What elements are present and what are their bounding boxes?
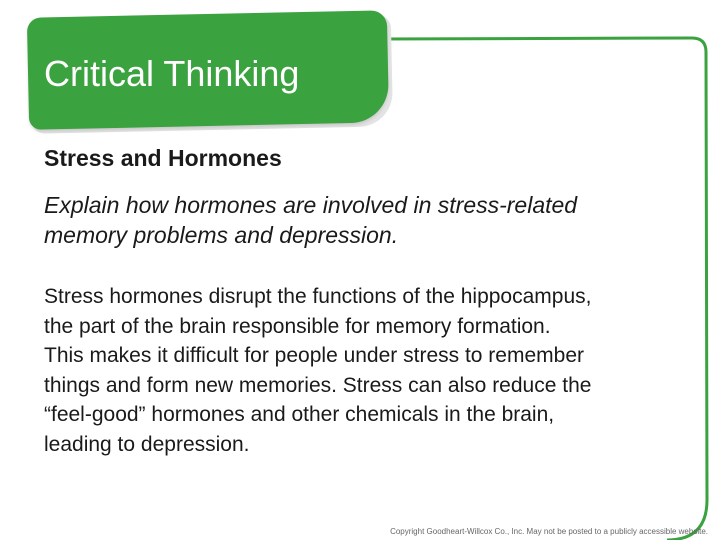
answer-line: leading to depression. — [44, 432, 250, 456]
slide-title: Critical Thinking — [44, 53, 300, 94]
question-line: Explain how hormones are involved in stress-related — [44, 192, 578, 218]
question-line: memory problems and depression. — [44, 222, 399, 248]
answer-text — [44, 282, 694, 459]
answer-line: things and form new memories. Stress can also reduce the — [44, 373, 592, 397]
answer-line: This makes it difficult for people under stress to remember — [44, 344, 585, 367]
answer-line: “feel-good” hormones and other chemicals in the brain, — [44, 403, 555, 426]
slide-subtitle: Stress and Hormones — [44, 145, 282, 171]
answer-line: Stress hormones disrupt the functions of the hippocampus, — [44, 285, 592, 308]
question-text — [44, 190, 684, 250]
copyright-notice: Copyright Goodheart-Willcox Co., Inc. May not be posted to a publicly accessible website. — [390, 527, 708, 536]
answer-line: the part of the brain responsible for memory formation. — [44, 314, 551, 338]
